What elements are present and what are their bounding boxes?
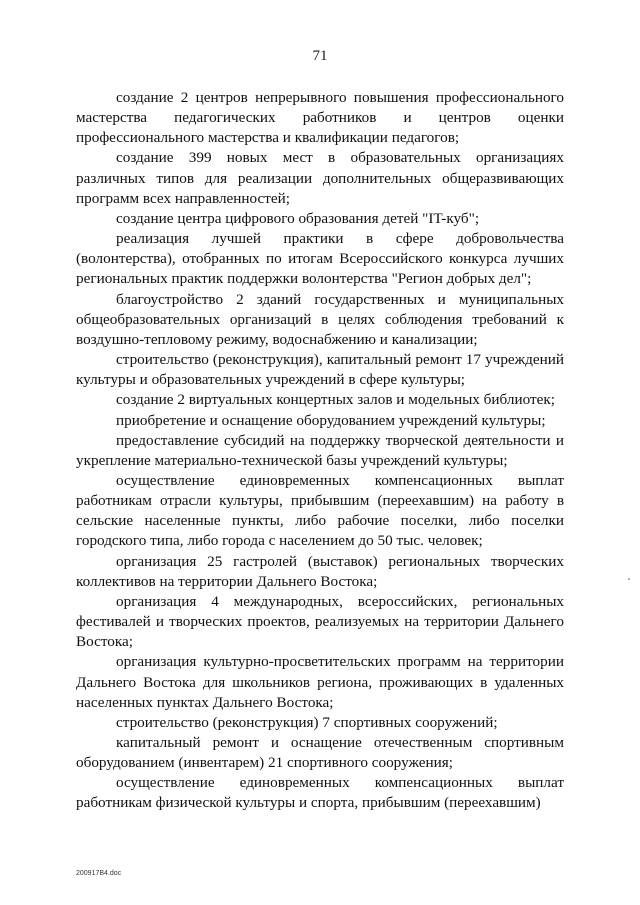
paragraph: создание 399 новых мест в образовательных организациях различных типов для реализации дополнительных общеразвивающих программ всех направленностей; — [76, 149, 564, 207]
paragraph: организация 4 международных, всероссийских, региональных фестивалей и творческих проектов, реализуемых на территории Дальнего Востока; — [76, 592, 564, 651]
footer-filename: 200917B4.doc — [76, 870, 122, 877]
document-body — [76, 88, 564, 814]
paragraph: создание центра цифрового образования детей "IT-куб"; — [116, 209, 480, 227]
page-number: 71 — [312, 48, 328, 64]
paragraph: предоставление субсидий на поддержку творческой деятельности и укрепление материально-технической базы учреждений культуры; — [76, 431, 564, 469]
paragraph: реализация лучшей практики в сфере добровольчества (волонтерства), отобранных по итогам Всероссийского конкурса лучших региональных практик поддержки волонтерства "Регион добрых дел"; — [76, 230, 564, 288]
paragraph: приобретение и оснащение оборудованием учреждений культуры; — [116, 411, 546, 429]
paragraph: создание 2 центров непрерывного повышения профессионального мастерства педагогических работников и центров оценки профессионального мастерства и квалификации педагогов; — [76, 89, 564, 147]
paragraph: создание 2 виртуальных концертных залов и модельных библиотек; — [116, 391, 555, 409]
paragraph: организация 25 гастролей (выставок) региональных творческих коллективов на территории Дальнего Востока; — [76, 552, 564, 590]
paragraph: строительство (реконструкция) 7 спортивных сооружений; — [116, 713, 498, 731]
scan-mark — [628, 578, 630, 580]
paragraph: строительство (реконструкция), капитальный ремонт 17 учреждений культуры и образовательных учреждений в сфере культуры; — [76, 351, 564, 389]
paragraph: осуществление единовременных компенсационных выплат работникам физической культуры и спорта, прибывшим (переехавшим) — [76, 774, 564, 812]
paragraph: благоустройство 2 зданий государственных и муниципальных общеобразовательных организаций в целях соблюдения требований к воздушно-тепловому режиму, водоснабжению и канализации; — [76, 290, 564, 348]
paragraph: капитальный ремонт и оснащение отечественным спортивным оборудованием (инвентарем) 21 спортивного сооружения; — [76, 734, 564, 772]
paragraph: осуществление единовременных компенсационных выплат работникам отрасли культуры, прибывшим (переехавшим) на работу в сельские населенные пункты, либо рабочие поселки, либо поселки городского типа, либо города с населением до 50 тыс. человек; — [76, 471, 564, 550]
paragraph: организация культурно-просветительских программ на территории Дальнего Востока для школьников региона, проживающих в удаленных населенных пунктах Дальнего Востока; — [76, 653, 564, 711]
